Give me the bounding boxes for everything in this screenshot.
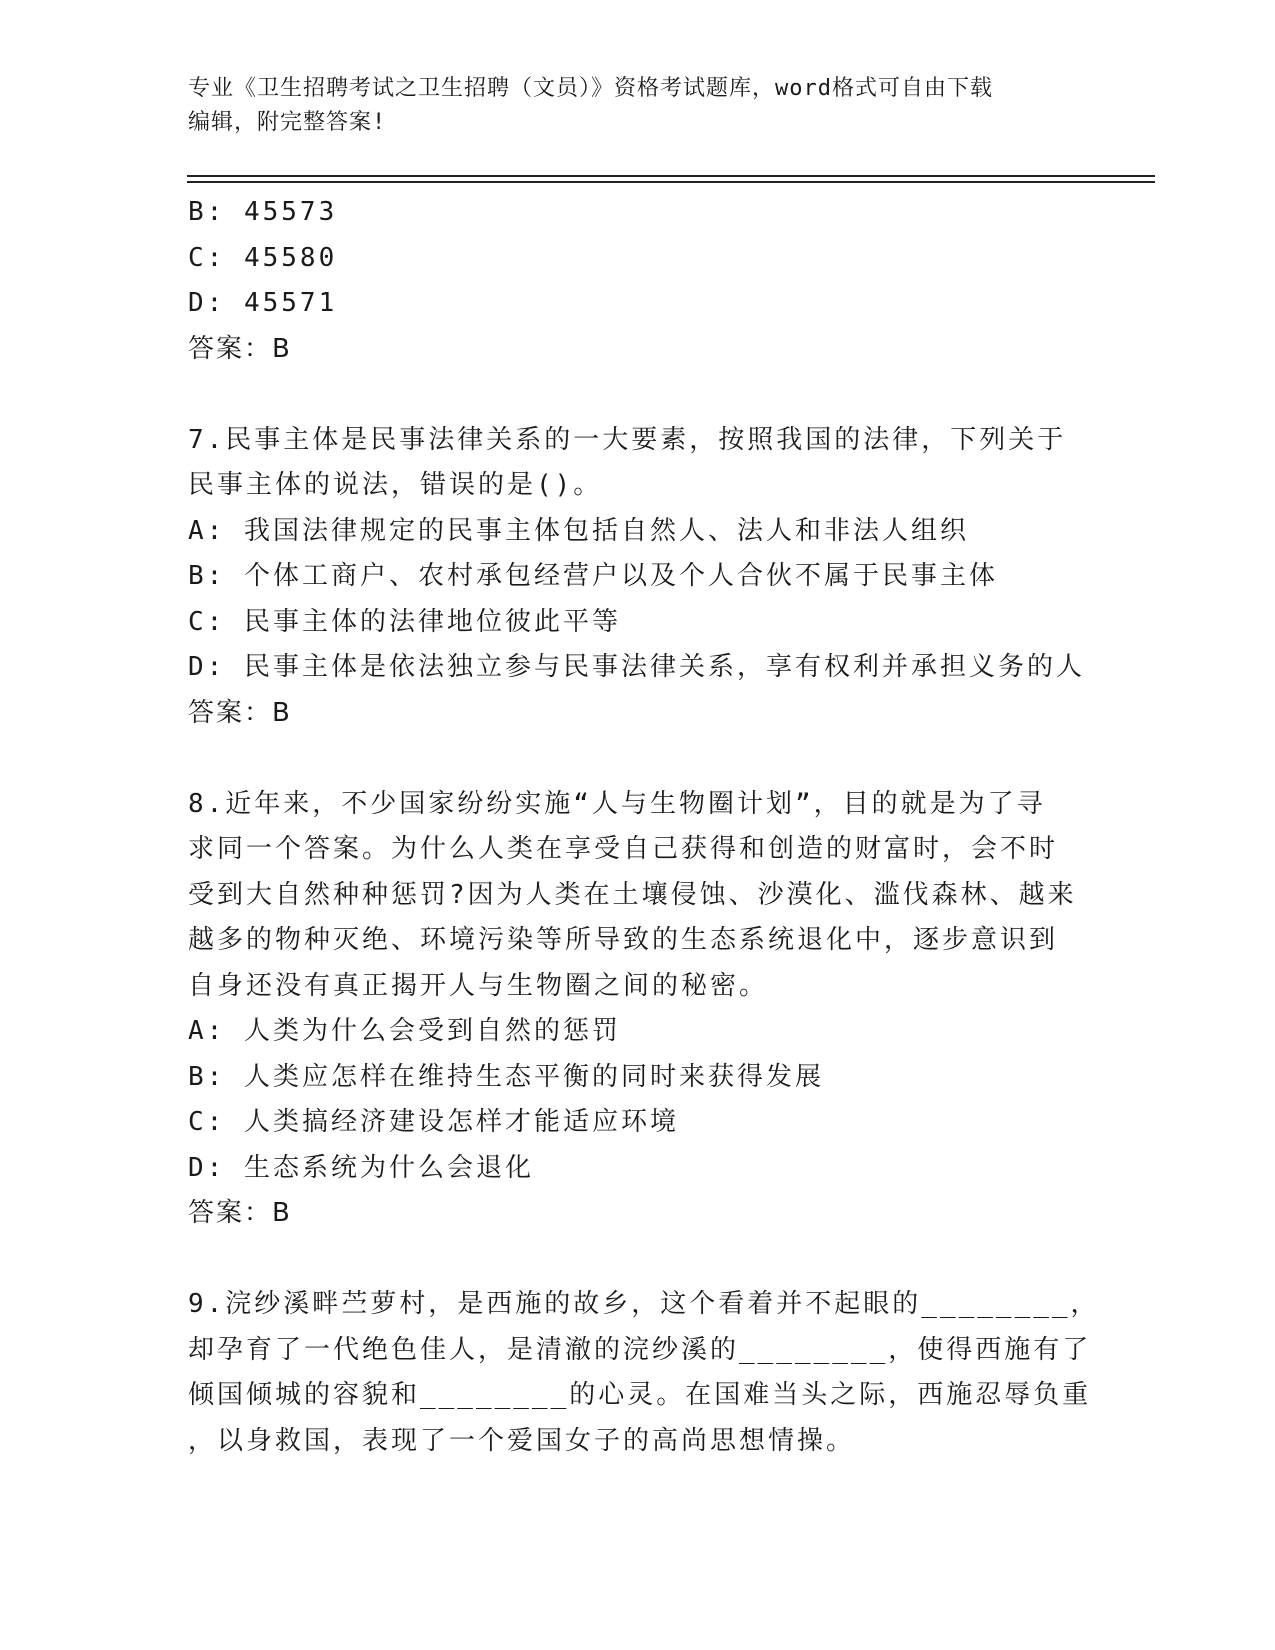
answer: 答案：B — [188, 333, 292, 364]
question-stem-line: 越多的物种灭绝、环境污染等所导致的生态系统退化中，逐步意识到 — [188, 925, 1059, 955]
question-stem-line: 自身还没有真正揭开人与生物圈之间的秘密。 — [188, 970, 769, 1001]
option-b: B: 人类应怎样在维持生态平衡的同时来获得发展 — [188, 1061, 824, 1092]
option-b: B: 45573 — [188, 197, 338, 227]
option-d: D: 民事主体是依法独立参与民事法律关系，享有权利并承担义务的人 — [188, 652, 1085, 682]
answer: 答案：B — [188, 697, 292, 728]
spacer — [188, 372, 1088, 418]
option-a: A: 人类为什么会受到自然的惩罚 — [188, 1016, 621, 1046]
spacer — [188, 1237, 1088, 1283]
option-a: A: 我国法律规定的民事主体包括自然人、法人和非法人组织 — [188, 515, 969, 546]
question-stem-line: 求同一个答案。为什么人类在享受自己获得和创造的财富时，会不时 — [188, 834, 1059, 864]
question-stem-line: 7.民事主体是民事法律关系的一大要素，按照我国的法律，下列关于 — [188, 424, 1067, 455]
header-divider-bottom — [187, 181, 1155, 183]
question-stem-line: ，以身救国，表现了一个爱国女子的高尚思想情操。 — [188, 1425, 856, 1456]
question-stem-line: 却孕育了一代绝色佳人，是清澈的浣纱溪的________，使得西施有了 — [188, 1334, 1092, 1365]
question-stem-line: 8.近年来，不少国家纷纷实施“人与生物圈计划”，目的就是为了寻 — [188, 788, 1046, 819]
option-d: D: 45571 — [188, 288, 338, 318]
question-8 — [188, 782, 1088, 1237]
option-d: D: 生态系统为什么会退化 — [188, 1152, 534, 1183]
question-7 — [188, 418, 1088, 737]
spacer — [188, 736, 1088, 782]
question-stem-line: 9.浣纱溪畔苎萝村，是西施的故乡，这个看着并不起眼的________， — [188, 1289, 1100, 1319]
question-stem-line: 倾国倾城的容貌和________的心灵。在国难当头之际，西施忍辱负重 — [188, 1380, 1092, 1410]
header-line-1: 专业《卫生招聘考试之卫生招聘（文员）》资格考试题库，word格式可自由下载 — [188, 76, 993, 101]
header-divider-top — [187, 175, 1155, 177]
option-c: C: 民事主体的法律地位彼此平等 — [188, 606, 621, 637]
option-c: C: 人类搞经济建设怎样才能适应环境 — [188, 1107, 679, 1137]
question-stem-line: 受到大自然种种惩罚?因为人类在土壤侵蚀、沙漠化、滥伐森林、越来 — [188, 879, 1077, 910]
question-9 — [188, 1282, 1100, 1464]
question-6 — [188, 190, 1088, 372]
option-b: B: 个体工商户、农村承包经营户以及个人合伙不属于民事主体 — [188, 561, 998, 591]
question-stem-line: 民事主体的说法，错误的是()。 — [188, 470, 603, 500]
option-c: C: 45580 — [188, 242, 338, 273]
header-line-2: 编辑，附完整答案! — [188, 110, 387, 135]
page-header — [188, 72, 1088, 140]
question-content — [188, 190, 1100, 1464]
answer: 答案：B — [188, 1198, 292, 1228]
